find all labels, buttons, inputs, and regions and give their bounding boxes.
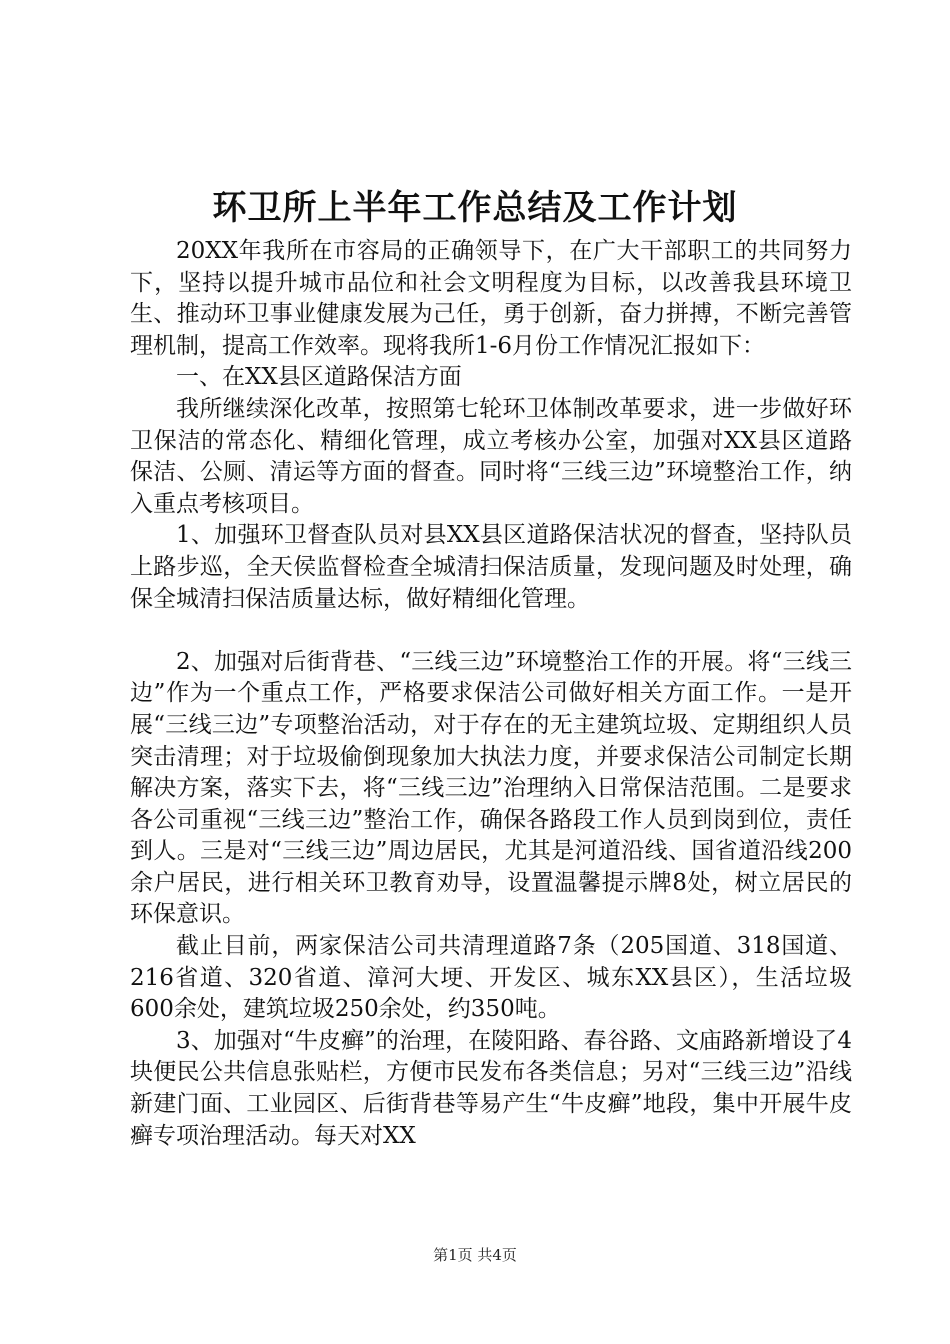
document-body: [130, 236, 852, 1152]
document-title: 环卫所上半年工作总结及工作计划: [212, 188, 738, 228]
paragraph-reform: 我所继续深化改革，按照第七轮环卫体制改革要求，进一步做好环卫保洁的常态化、精细化管理，成立考核办公室，加强对XX县区道路保洁、公厕、清运等方面的督查。同时将“三线三边”环境整治工作，纳入重点考核项目。: [130, 395, 852, 517]
paragraph-intro: 20XX年我所在市容局的正确领导下，在广大干部职工的共同努力下，坚持以提升城市品位和社会文明程度为目标，以改善我县环境卫生、推动环卫事业健康发展为己任，勇于创新，奋力拼搏，不断完善管理机制，提高工作效率。现将我所1-6月份工作情况汇报如下：: [130, 238, 852, 359]
section-heading-road-cleaning: 一、在XX县区道路保洁方面: [176, 364, 462, 391]
paragraph-item-1: 1、加强环卫督查队员对县XX县区道路保洁状况的督查，坚持队员上路步巡，全天侯监督检查全城清扫保洁质量，发现问题及时处理，确保全城清扫保洁质量达标，做好精细化管理。: [130, 522, 852, 612]
paragraph-cleanup-stats: 截止目前，两家保洁公司共清理道路7条（205国道、318国道、216省道、320省道、漳河大埂、开发区、城东XX县区），生活垃圾600余处，建筑垃圾250余处，约350吨。: [130, 933, 852, 1023]
paragraph-item-3: 3、加强对“牛皮癣”的治理，在陵阳路、春谷路、文庙路新增设了4块便民公共信息张贴栏，方便市民发布各类信息；另对“三线三边”沿线新建门面、工业园区、后街背巷等易产生“牛皮癣”地段，集中开展牛皮癣专项治理活动。每天对XX: [130, 1027, 852, 1149]
page-number-footer: 第1页 共4页: [433, 1246, 517, 1264]
paragraph-item-2: 2、加强对后街背巷、“三线三边”环境整治工作的开展。将“三线三边”作为一个重点工作，严格要求保洁公司做好相关方面工作。一是开展“三线三边”专项整治活动，对于存在的无主建筑垃圾、定期组织人员突击清理；对于垃圾偷倒现象加大执法力度，并要求保洁公司制定长期解决方案，落实下去，将“三线三边”治理纳入日常保洁范围。二是要求各公司重视“三线三边”整治工作，确保各路段工作人员到岗到位，责任到人。三是对“三线三边”周边居民，尤其是河道沿线、国省道沿线200余户居民，进行相关环卫教育劝导，设置温馨提示牌8处，树立居民的环保意识。: [130, 648, 852, 928]
